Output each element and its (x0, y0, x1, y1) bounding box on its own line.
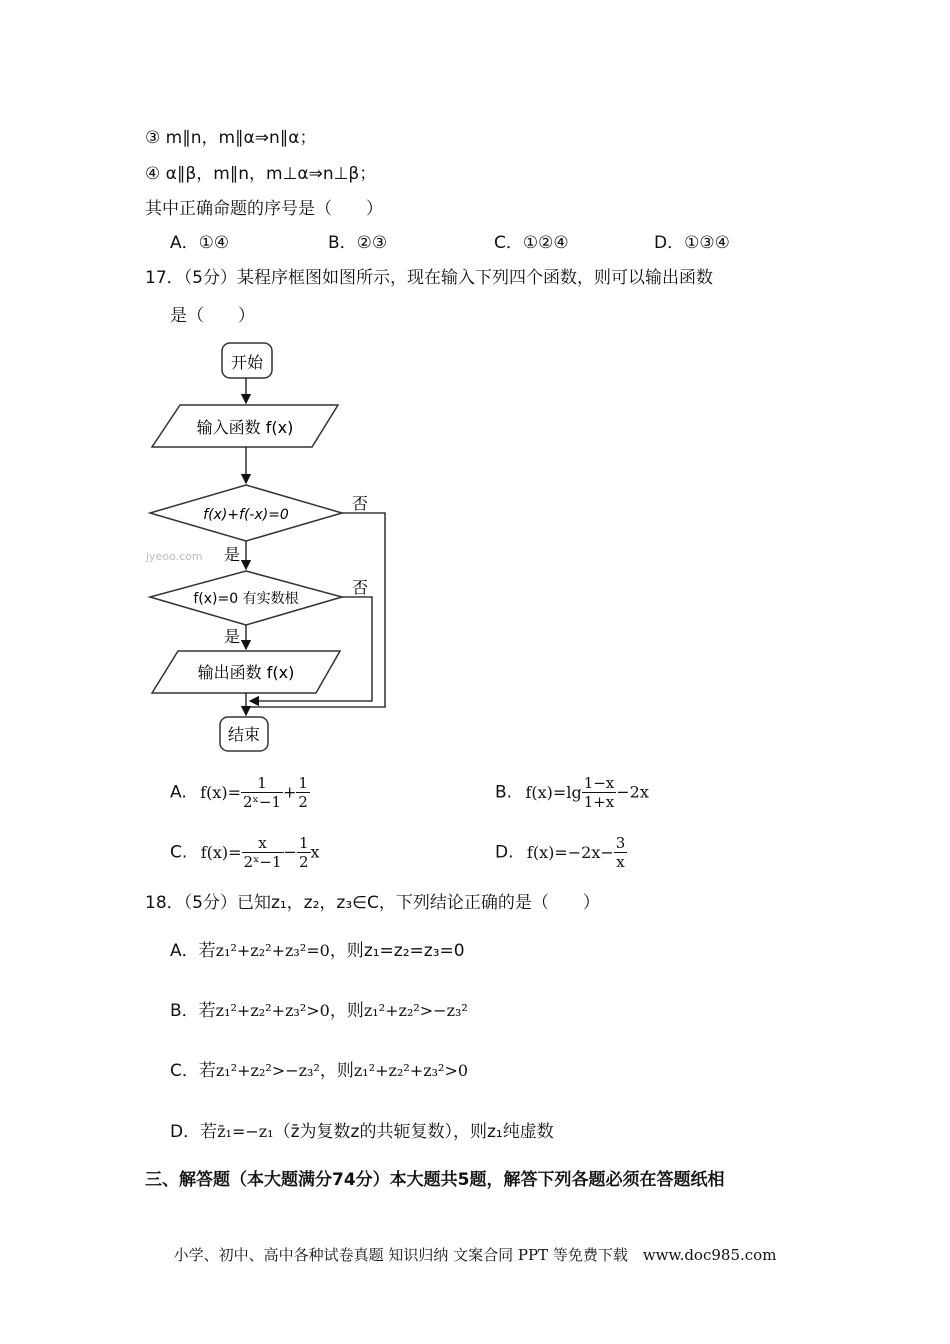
q16-option-d: D．①③④ (654, 233, 730, 253)
q16-option-b: B．②③ (328, 233, 388, 253)
page-footer: 小学、初中、高中各种试卷真题 知识归纳 文案合同 PPT 等免费下载 www.doc985.com (173, 1246, 777, 1264)
q18-option-a: A．若z₁²+z₂²+z₃²=0，则z₁=z₂=z₃=0 (170, 941, 465, 961)
q18-option-c: C．若z₁²+z₂²>−z₃²，则z₁²+z₂²+z₃²>0 (170, 1061, 469, 1081)
q18-option-b: B．若z₁²+z₂²+z₃²>0，则z₁²+z₂²>−z₃² (170, 1001, 468, 1021)
flow-condition-2-label: f(x)=0 有实数根 (193, 591, 299, 607)
flow-condition-1-label: f(x)+f(-x)=0 (203, 507, 289, 523)
q16-option-a: A．①④ (170, 233, 230, 253)
q17-option-b: B. f(x)=lg $\frac{1-x}{1+x}$ −2x (495, 774, 649, 811)
q18-option-d: D．若z̄₁=−z₁（z̄为复数z的共轭复数），则z₁纯虚数 (170, 1122, 554, 1142)
q16-item-3: ③ m∥n，m∥α⇒n∥α； (145, 128, 317, 148)
q17-stem-line1: 17．（5分）某程序框图如图所示，现在输入下列四个函数，则可以输出函数 (145, 268, 713, 288)
flowchart (140, 335, 400, 760)
flow-yes-2: 是 (224, 627, 241, 646)
q16-option-c: C．①②④ (494, 233, 569, 253)
flow-start-label: 开始 (230, 353, 264, 372)
q16-item-4: ④ α∥β，m∥n，m⊥α⇒n⊥β； (145, 164, 377, 184)
q16-stem: 其中正确命题的序号是（ ） (145, 199, 383, 219)
q18-stem: 18．（5分）已知z₁，z₂，z₃∈C，下列结论正确的是（ ） (145, 893, 600, 913)
flow-yes-1: 是 (224, 545, 241, 564)
q17-option-a: A. f(x)= $\frac{1}{\text{2ˣ−1}}$ + $\frac{1}{2}$ (170, 774, 308, 811)
flow-watermark: jyeoo.com (146, 550, 203, 563)
q17-option-c: C. f(x)= $\frac{x}{\text{2ˣ−1}}$ − $\frac{1}{2}$ x (170, 834, 320, 871)
section-3-heading: 三、解答题（本大题满分74分）本大题共5题，解答下列各题必须在答题纸相 (145, 1170, 725, 1190)
flow-no-1: 否 (352, 494, 369, 513)
flow-end-label: 结束 (227, 725, 261, 744)
flow-input-label: 输入函数 f(x) (196, 418, 294, 437)
q17-option-d: D. f(x)=−2x− $\frac{3}{x}$ (495, 834, 626, 871)
flow-output-label: 输出函数 f(x) (197, 663, 295, 682)
q17-stem-line2: 是（ ） (170, 306, 255, 326)
flow-no-2: 否 (352, 578, 369, 597)
